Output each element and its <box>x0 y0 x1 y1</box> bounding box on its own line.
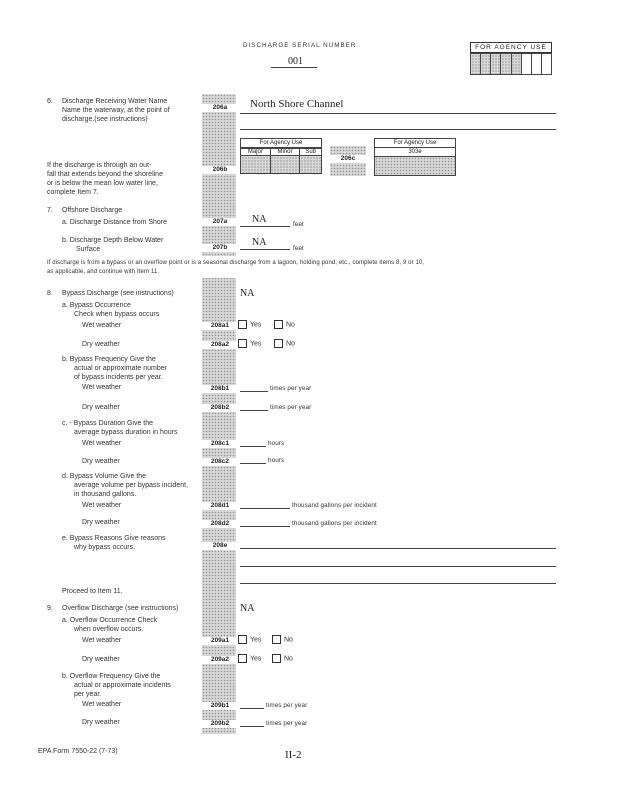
code-208b1: 208b1 <box>200 385 240 393</box>
bypass-vol-dry-unit: thousand gallons per incident <box>292 520 377 527</box>
checkbox-icon[interactable] <box>238 635 247 644</box>
code-207b: 207b <box>200 244 240 252</box>
serial-title: DISCHARGE SERIAL NUMBER <box>243 42 357 49</box>
bypass-reasons-line-2[interactable] <box>240 566 556 567</box>
bypass-freq-dry-line[interactable] <box>240 410 268 411</box>
overflow-freq-wet-line[interactable] <box>240 708 264 709</box>
bypass-dry-yes[interactable] <box>238 339 261 349</box>
item8-d-3: in thousand gallons. <box>74 491 137 498</box>
item9-a-2: when overflow occurs. <box>74 626 144 633</box>
item8-d2-label: Dry weather <box>82 519 120 526</box>
overflow-wet-no[interactable] <box>272 635 293 645</box>
item6-note-3: or is below the mean low water line, <box>47 180 158 187</box>
item8-e-2: why bypass occurs. <box>74 544 136 551</box>
serial-underline <box>271 67 317 68</box>
item9-a-1: a. Overflow Occurrence Check <box>62 617 158 624</box>
item9-b-1: b. Overflow Frequency Give the <box>62 673 161 680</box>
item8-c-1: c. - Bypass Duration Give the <box>62 420 154 427</box>
yes-label: Yes <box>250 340 262 348</box>
item7-title: Offshore Discharge <box>62 207 123 214</box>
code-207a: 207a <box>200 218 240 226</box>
item8-d-2: average volume per bypass incident, <box>74 482 189 489</box>
code-208d2: 208d2 <box>200 520 240 528</box>
bypass-reasons-line-1[interactable] <box>240 548 556 549</box>
discharge-depth-line <box>240 249 290 250</box>
no-label: No <box>286 321 295 329</box>
agency-use-table-1-grid <box>240 148 322 174</box>
item8-d-1: d. Bypass Volume Give the <box>62 473 147 480</box>
receiving-water-value[interactable]: North Shore Channel <box>250 98 344 110</box>
code-209b1: 209b1 <box>200 702 240 710</box>
agency-use-table-1-title: For Agency Use <box>240 138 322 148</box>
item9-b1-label: Wet weather <box>82 701 122 708</box>
code-209b2: 209b2 <box>200 720 240 728</box>
agency-use-table-2-title: For Agency Use <box>374 138 456 148</box>
code-206a: 206a <box>200 104 240 112</box>
item9-b-3: per year. <box>74 691 102 698</box>
item8-a1-label: Wet weather <box>82 322 122 329</box>
item8-d1-label: Wet weather <box>82 502 122 509</box>
discharge-distance-line <box>240 226 290 227</box>
bypass-vol-dry-line[interactable] <box>240 526 290 527</box>
code-208b2: 208b2 <box>200 404 240 412</box>
item6-note-4: complete Item 7. <box>47 189 99 196</box>
bypass-freq-wet-line[interactable] <box>240 391 268 392</box>
item6-note-2: fall that extends beyond the shoreline <box>47 171 163 178</box>
item6-label-2: Name the waterway, at the point of <box>62 107 170 114</box>
item8-b1-label: Wet weather <box>82 384 122 391</box>
bypass-wet-yes[interactable] <box>238 320 261 330</box>
code-303e: 303e <box>374 148 456 157</box>
overflow-freq-dry-line[interactable] <box>240 726 264 727</box>
item7-number: 7. <box>47 207 53 214</box>
bypass-dur-dry-line[interactable] <box>240 463 266 464</box>
checkbox-icon[interactable] <box>238 320 247 329</box>
code-209a1: 209a1 <box>200 637 240 645</box>
bypass-dur-dry-unit: hours <box>268 457 285 464</box>
code-208c2: 208c2 <box>200 458 240 466</box>
bypass-vol-wet-line[interactable] <box>240 508 290 509</box>
checkbox-icon[interactable] <box>272 654 281 663</box>
agency-use-grid <box>470 53 552 75</box>
bypass-freq-wet-unit: times per year <box>270 385 312 392</box>
bypass-dur-wet-unit: hours <box>268 440 285 447</box>
item6-label-3: discharge.(see instructions) <box>62 116 148 123</box>
checkbox-icon[interactable] <box>238 339 247 348</box>
checkbox-icon[interactable] <box>272 635 281 644</box>
form-id: EPA Form 7550-22 (7-73) <box>38 748 118 755</box>
col-sub: Sub <box>300 149 322 156</box>
agency-use-label: FOR AGENCY USE <box>470 42 552 53</box>
item8-c2-label: Dry weather <box>82 458 120 465</box>
item8-b2-label: Dry weather <box>82 404 120 411</box>
checkbox-icon[interactable] <box>238 654 247 663</box>
item9-b2-label: Dry weather <box>82 719 120 726</box>
item8-c1-label: Wet weather <box>82 440 122 447</box>
overflow-freq-dry-unit: times per year <box>266 720 308 727</box>
no-label: No <box>286 340 295 348</box>
item8-a2-label: Dry weather <box>82 341 120 348</box>
col-major: Major <box>241 149 271 156</box>
item8-a-title: a. Bypass Occurrence <box>62 302 131 309</box>
item6-number: 6. <box>47 98 53 105</box>
code-208d1: 208d1 <box>200 502 240 510</box>
overflow-freq-wet-unit: times per year <box>266 702 308 709</box>
receiving-water-line-2 <box>240 129 556 130</box>
code-208a1: 208a1 <box>200 322 240 330</box>
discharge-depth-unit: feet <box>293 245 304 252</box>
overflow-dry-yes[interactable] <box>238 654 261 664</box>
overflow-wet-yes[interactable] <box>238 635 261 645</box>
page-number: II-2 <box>285 749 302 761</box>
checkbox-icon[interactable] <box>274 320 283 329</box>
item8-number: 8. <box>47 290 53 297</box>
yes-label: Yes <box>250 321 262 329</box>
overflow-dry-no[interactable] <box>272 654 293 664</box>
discharge-distance-unit: feet <box>293 221 304 228</box>
item9-title: Overflow Discharge (see instructions) <box>62 605 179 612</box>
bypass-note-2: as applicable, and continue with Item 11. <box>47 269 160 275</box>
item6-label-1: Discharge Receiving Water Name <box>62 98 168 105</box>
col-minor: Minor <box>270 149 300 156</box>
discharge-depth-value[interactable]: NA <box>252 237 267 248</box>
overflow-discharge-value[interactable]: NA <box>240 603 255 614</box>
serial-value: 001 <box>288 56 303 67</box>
discharge-distance-value[interactable]: NA <box>252 214 267 225</box>
bypass-freq-dry-unit: times per year <box>270 404 312 411</box>
bypass-wet-no[interactable] <box>274 320 295 330</box>
bypass-dry-no[interactable] <box>274 339 295 349</box>
bypass-reasons-line-3[interactable] <box>240 583 556 584</box>
item8-b-1: b. Bypass Frequency Give the <box>62 356 156 363</box>
item9-a2-label: Dry weather <box>82 656 120 663</box>
agency-use-table-2-cell <box>374 157 456 176</box>
bypass-dur-wet-line[interactable] <box>240 446 266 447</box>
code-208a2: 208a2 <box>200 341 240 349</box>
receiving-water-line <box>240 113 556 114</box>
item9-b-2: actual or approximate incidents <box>74 682 171 689</box>
agency-use-table-2 <box>374 138 456 176</box>
item7-b-label-1: b. Discharge Depth Below Water <box>62 237 164 244</box>
yes-label: Yes <box>250 655 262 663</box>
bypass-discharge-value[interactable]: NA <box>240 288 255 299</box>
code-208c1: 208c1 <box>200 440 240 448</box>
item9-a1-label: Wet weather <box>82 637 122 644</box>
checkbox-icon[interactable] <box>274 339 283 348</box>
agency-use-table-1 <box>240 138 322 174</box>
item8-title: Bypass Discharge (see instructions) <box>62 290 174 297</box>
item7-b-label-2: Surface <box>76 246 101 253</box>
code-206c: 206c <box>328 155 368 163</box>
agency-use-box <box>470 42 552 75</box>
code-206b: 206b <box>200 166 240 174</box>
no-label: No <box>284 655 293 663</box>
item8-e-1: e. Bypass Reasons Give reasons <box>62 535 166 542</box>
yes-label: Yes <box>250 636 262 644</box>
item9-number: 9. <box>47 605 53 612</box>
no-label: No <box>284 636 293 644</box>
bypass-note-1: If discharge is from a bypass or an overflow point or is a seasonal discharge from a lagoon, holding pond, etc., complete items 8, 9 or 10, <box>47 260 425 266</box>
proceed-note: Proceed to Item 11. <box>62 588 123 595</box>
item8-c-2: average bypass duration in hours <box>74 429 178 436</box>
item7-a-label: a. Discharge Distance from Shore <box>62 219 168 226</box>
item8-a-sub: Check when bypass occurs <box>74 311 160 318</box>
code-209a2: 209a2 <box>200 656 240 664</box>
item8-b-2: actual or approximate number <box>74 365 167 372</box>
code-208e: 208e <box>200 542 240 550</box>
item8-b-3: of bypass incidents per year. <box>74 374 163 381</box>
bypass-vol-wet-unit: thousand gallons per incident <box>292 502 377 509</box>
item6-note-1: If the discharge is through an out- <box>47 162 152 169</box>
